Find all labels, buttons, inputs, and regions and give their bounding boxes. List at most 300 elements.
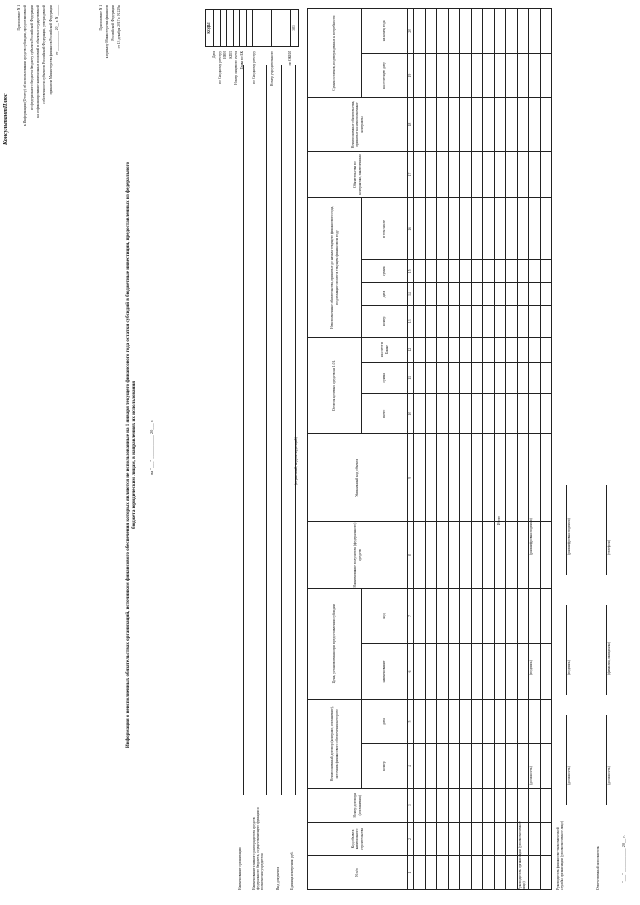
table-cell bbox=[460, 522, 472, 588]
table-cell bbox=[448, 306, 460, 338]
table-cell bbox=[460, 98, 472, 151]
table-cell bbox=[494, 788, 506, 822]
column-number: 3 bbox=[408, 788, 414, 822]
table-cell bbox=[483, 699, 495, 744]
table-cell bbox=[448, 151, 460, 198]
signature-caption: (фамилия, инициалы) bbox=[607, 641, 611, 675]
table-cell bbox=[414, 53, 426, 98]
column-number: 15 bbox=[408, 260, 414, 283]
table-cell bbox=[494, 522, 506, 588]
table-cell bbox=[425, 522, 437, 588]
table-row bbox=[460, 9, 472, 890]
table-cell bbox=[460, 856, 472, 890]
column-number: 1 bbox=[408, 856, 414, 890]
hdr-n: N п/п bbox=[308, 856, 408, 890]
approval-top-line: Приложение N 1 bbox=[17, 5, 21, 31]
table-cell bbox=[483, 856, 495, 890]
table-cell bbox=[540, 337, 552, 362]
table-cell bbox=[414, 362, 426, 394]
table-cell bbox=[448, 283, 460, 306]
table-cell bbox=[425, 856, 437, 890]
approval-top-line: от ___________ 20__ г. N ______ bbox=[54, 5, 59, 56]
table-cell bbox=[494, 644, 506, 699]
hdr-oblig-group: Неисполненные обязательства, принятые до начала текущего финансового года, подлежащие оплате в текущем финансовом году bbox=[308, 198, 362, 337]
main-table bbox=[307, 8, 552, 890]
table-cell bbox=[448, 98, 460, 151]
table-cell bbox=[540, 644, 552, 699]
table-cell bbox=[471, 198, 483, 260]
table-cell bbox=[506, 362, 518, 394]
table-cell bbox=[540, 394, 552, 434]
approval-top-line: приказом Министерства финансов Российской Федерации bbox=[48, 5, 53, 95]
code-uchred bbox=[272, 10, 291, 47]
hdr-c13: номер bbox=[362, 306, 408, 338]
table-cell bbox=[471, 306, 483, 338]
table-cell bbox=[460, 788, 472, 822]
hdr-c16: в том числе bbox=[362, 198, 408, 260]
column-number: 16 bbox=[408, 198, 414, 260]
table-cell bbox=[448, 53, 460, 98]
signature-caption: (должность) bbox=[607, 766, 611, 785]
table-cell bbox=[506, 644, 518, 699]
table-cell bbox=[506, 198, 518, 260]
signature-role: Руководитель организации (уполномоченное лицо) bbox=[518, 821, 527, 890]
table-cell bbox=[494, 856, 506, 890]
table-cell bbox=[494, 283, 506, 306]
table-cell bbox=[517, 394, 529, 434]
table-cell bbox=[517, 434, 529, 522]
table-cell bbox=[437, 98, 449, 151]
hdr-recipient: Наименование получателя (федерального) средств bbox=[308, 522, 408, 588]
column-number: 4 bbox=[408, 744, 414, 789]
table-row bbox=[483, 9, 495, 890]
table-cell bbox=[471, 53, 483, 98]
table-cell bbox=[425, 283, 437, 306]
column-number: 13 bbox=[408, 306, 414, 338]
table-cell bbox=[471, 644, 483, 699]
table-cell bbox=[437, 9, 449, 54]
table-cell bbox=[506, 822, 518, 856]
table-cell bbox=[448, 198, 460, 260]
table-cell bbox=[517, 283, 529, 306]
table-cell bbox=[517, 644, 529, 699]
signature-caption: (подпись) bbox=[567, 660, 571, 675]
table-cell bbox=[483, 9, 495, 54]
column-number: 20 bbox=[408, 9, 414, 54]
table-cell bbox=[494, 822, 506, 856]
table-cell bbox=[494, 306, 506, 338]
hdr-c15: сумма bbox=[362, 260, 408, 283]
approval-second-line: к приказу Министерства финансов bbox=[105, 5, 109, 59]
table-cell bbox=[540, 9, 552, 54]
table-cell bbox=[437, 434, 449, 522]
table-cell bbox=[506, 337, 518, 362]
table-cell bbox=[540, 522, 552, 588]
table-cell bbox=[517, 699, 529, 744]
doc-kind-note: (первичный, корректирующий) bbox=[294, 437, 298, 485]
signature-caption: (телефон) bbox=[607, 539, 611, 555]
table-cell bbox=[540, 434, 552, 522]
approval-top-line: собственности субъектов Российской Федерации, утвержденной bbox=[42, 5, 47, 104]
table-row bbox=[517, 9, 529, 890]
hdr-price-group: Цена, установленная при предоставлении субсидии bbox=[308, 588, 362, 699]
table-cell bbox=[448, 260, 460, 283]
table-cell bbox=[414, 434, 426, 522]
hdr-c6: наименование bbox=[362, 644, 408, 699]
table-cell bbox=[483, 744, 495, 789]
code-label: ИНН bbox=[223, 51, 227, 59]
hdr-rest-group: Остаток целевых средств на 1.01. bbox=[308, 337, 362, 434]
table-cell bbox=[460, 306, 472, 338]
table-cell bbox=[494, 198, 506, 260]
table-cell bbox=[529, 98, 541, 151]
table-cell bbox=[517, 260, 529, 283]
table-cell bbox=[460, 283, 472, 306]
table-cell bbox=[414, 588, 426, 643]
table-cell bbox=[540, 98, 552, 151]
column-number: 5 bbox=[408, 699, 414, 744]
table-cell bbox=[425, 822, 437, 856]
table-cell bbox=[529, 699, 541, 744]
signature-caption: (подпись) bbox=[529, 660, 533, 675]
table-cell bbox=[414, 522, 426, 588]
table-cell bbox=[517, 198, 529, 260]
signature-role: Ответственный исполнитель bbox=[596, 846, 600, 890]
header-field-line bbox=[295, 65, 296, 795]
hdr-c5: дата bbox=[362, 699, 408, 744]
signature-caption: (расшифровка подписи) bbox=[567, 518, 571, 555]
column-number: 19 bbox=[408, 53, 414, 98]
hdr-contract-group: Неисполненный договор (контракт, соглашение), источник финансового обеспечения которого bbox=[308, 699, 362, 788]
table-cell bbox=[494, 588, 506, 643]
table-cell bbox=[483, 822, 495, 856]
signature-caption: (должность) bbox=[567, 766, 571, 785]
report-date-line: на "___" ___________ 20___ г. bbox=[149, 419, 154, 475]
table-cell bbox=[540, 151, 552, 198]
table-cell bbox=[448, 699, 460, 744]
table-cell bbox=[414, 644, 426, 699]
table-cell bbox=[540, 744, 552, 789]
table-cell bbox=[483, 644, 495, 699]
table-cell bbox=[506, 856, 518, 890]
table-cell bbox=[471, 856, 483, 890]
table-cell bbox=[425, 699, 437, 744]
table-cell bbox=[460, 644, 472, 699]
table-row bbox=[494, 9, 506, 890]
hdr-c7: код bbox=[362, 588, 408, 643]
table-cell bbox=[437, 306, 449, 338]
table-cell bbox=[471, 362, 483, 394]
codes-table bbox=[205, 9, 299, 47]
table-cell bbox=[471, 283, 483, 306]
table-cell bbox=[471, 699, 483, 744]
table-cell bbox=[437, 260, 449, 283]
table-cell bbox=[529, 588, 541, 643]
column-number: 11 bbox=[408, 362, 414, 394]
table-cell bbox=[437, 362, 449, 394]
column-number: 7 bbox=[408, 588, 414, 643]
column-number: 17 bbox=[408, 151, 414, 198]
table-cell bbox=[540, 260, 552, 283]
hdr-c18: Неисполненные обязательства, принятые на неисполненные контракты bbox=[308, 98, 408, 151]
table-cell bbox=[494, 53, 506, 98]
table-cell bbox=[425, 788, 437, 822]
header-field-line bbox=[281, 65, 282, 795]
table-cell bbox=[506, 306, 518, 338]
hdr-c12: на счете в Банке bbox=[362, 337, 408, 362]
table-cell bbox=[448, 588, 460, 643]
table-cell bbox=[483, 98, 495, 151]
signature-line bbox=[528, 605, 529, 695]
column-number: 6 bbox=[408, 644, 414, 699]
table-cell bbox=[494, 362, 506, 394]
table-cell bbox=[471, 9, 483, 54]
table-cell bbox=[437, 822, 449, 856]
table-cell bbox=[425, 588, 437, 643]
table-cell bbox=[506, 394, 518, 434]
table-cell bbox=[517, 53, 529, 98]
table-cell bbox=[414, 283, 426, 306]
table-cell bbox=[506, 283, 518, 306]
table-cell bbox=[506, 788, 518, 822]
table-row bbox=[540, 9, 552, 890]
table-cell bbox=[529, 394, 541, 434]
table-row bbox=[414, 9, 426, 890]
header-field-line bbox=[266, 65, 267, 795]
table-row bbox=[529, 9, 541, 890]
table-cell bbox=[517, 788, 529, 822]
hdr-c10: всего bbox=[362, 394, 408, 434]
column-number: 9 bbox=[408, 434, 414, 522]
table-cell bbox=[506, 588, 518, 643]
table-row bbox=[506, 9, 518, 890]
hdr-contract-number: Номер договора (соглашения) bbox=[308, 788, 408, 822]
table-cell bbox=[529, 9, 541, 54]
code-okei: 383 bbox=[291, 10, 299, 47]
table-cell bbox=[471, 98, 483, 151]
header-field-label: Вид документа bbox=[276, 866, 280, 890]
table-cell bbox=[483, 788, 495, 822]
table-cell bbox=[448, 337, 460, 362]
table-cell bbox=[506, 98, 518, 151]
signature-line bbox=[566, 715, 567, 805]
approval-second-line: от 13 декабря 2017 г. N 229н bbox=[117, 5, 121, 49]
table-cell bbox=[460, 434, 472, 522]
table-cell bbox=[448, 434, 460, 522]
table-cell bbox=[483, 151, 495, 198]
table-cell bbox=[483, 198, 495, 260]
table-cell bbox=[460, 362, 472, 394]
table-cell bbox=[471, 822, 483, 856]
column-number: 10 bbox=[408, 394, 414, 434]
table-cell bbox=[471, 744, 483, 789]
table-cell bbox=[471, 434, 483, 522]
table-cell bbox=[460, 822, 472, 856]
table-cell bbox=[437, 337, 449, 362]
table-cell bbox=[529, 306, 541, 338]
table-cell bbox=[483, 434, 495, 522]
table-cell bbox=[483, 394, 495, 434]
table-row bbox=[425, 9, 437, 890]
table-cell bbox=[437, 283, 449, 306]
consultant-stamp: КонсультантПлюс bbox=[3, 93, 9, 145]
table-cell bbox=[517, 151, 529, 198]
signature-caption: (расшифровка подписи) bbox=[529, 518, 533, 555]
signature-line bbox=[606, 485, 607, 575]
signature-role: Руководитель финансово-экономической службы организации (уполномоченное лицо) bbox=[556, 820, 565, 890]
approval-second-line: Приложение N 1 bbox=[99, 5, 103, 31]
hdr-c14: дата bbox=[362, 283, 408, 306]
table-cell bbox=[425, 9, 437, 54]
table-cell bbox=[483, 53, 495, 98]
table-cell bbox=[471, 394, 483, 434]
table-cell bbox=[517, 9, 529, 54]
table-cell bbox=[540, 822, 552, 856]
table-cell bbox=[414, 699, 426, 744]
table-cell bbox=[529, 53, 541, 98]
column-number: 14 bbox=[408, 283, 414, 306]
table-cell bbox=[494, 151, 506, 198]
table-cell bbox=[437, 856, 449, 890]
hdr-unique-code: Уникальный код объекта bbox=[308, 434, 408, 522]
table-cell bbox=[540, 53, 552, 98]
table-cell bbox=[425, 394, 437, 434]
table-cell bbox=[437, 699, 449, 744]
codes-header: КОДЫ bbox=[206, 10, 214, 47]
table-cell bbox=[437, 198, 449, 260]
table-cell bbox=[460, 337, 472, 362]
table-cell bbox=[460, 9, 472, 54]
table-cell bbox=[437, 644, 449, 699]
column-number: 8 bbox=[408, 522, 414, 588]
table-cell bbox=[540, 588, 552, 643]
table-cell bbox=[517, 306, 529, 338]
signature-line bbox=[606, 715, 607, 805]
table-cell bbox=[540, 788, 552, 822]
table-cell bbox=[448, 394, 460, 434]
code-label: Дата bbox=[212, 51, 216, 59]
table-cell bbox=[437, 588, 449, 643]
table-cell bbox=[448, 644, 460, 699]
header-field-label: Наименование организации bbox=[238, 847, 242, 890]
table-cell bbox=[448, 362, 460, 394]
table-cell bbox=[483, 588, 495, 643]
code-label: по Сводному реестру bbox=[217, 51, 222, 84]
table-cell bbox=[517, 588, 529, 643]
table-cell bbox=[425, 337, 437, 362]
table-row bbox=[437, 9, 449, 890]
table-cell bbox=[483, 522, 495, 588]
table-cell bbox=[494, 434, 506, 522]
table-cell bbox=[529, 260, 541, 283]
table-cell bbox=[506, 260, 518, 283]
table-cell bbox=[448, 9, 460, 54]
table-cell bbox=[494, 260, 506, 283]
signature-line bbox=[566, 605, 567, 695]
table-cell bbox=[414, 856, 426, 890]
table-cell bbox=[529, 362, 541, 394]
table-cell bbox=[517, 522, 529, 588]
table-cell bbox=[529, 151, 541, 198]
table-cell bbox=[540, 699, 552, 744]
table-cell bbox=[494, 744, 506, 789]
code-label: по ОКЕИ bbox=[288, 51, 292, 66]
hdr-c11: сумма bbox=[362, 362, 408, 394]
table-cell bbox=[448, 822, 460, 856]
table-cell bbox=[437, 788, 449, 822]
table-cell bbox=[529, 788, 541, 822]
code-label: Глава по БК bbox=[239, 51, 244, 70]
table-cell bbox=[506, 53, 518, 98]
table-cell bbox=[540, 198, 552, 260]
table-cell bbox=[425, 644, 437, 699]
approval-second-line: Российской Федерации bbox=[111, 5, 115, 41]
table-cell bbox=[494, 699, 506, 744]
table-cell bbox=[414, 198, 426, 260]
table-cell bbox=[506, 434, 518, 522]
table-cell bbox=[529, 337, 541, 362]
table-cell bbox=[494, 337, 506, 362]
table-cell bbox=[425, 98, 437, 151]
table-cell bbox=[460, 744, 472, 789]
table-cell bbox=[460, 699, 472, 744]
header-field-line bbox=[243, 65, 244, 795]
table-cell bbox=[425, 434, 437, 522]
table-cell bbox=[414, 788, 426, 822]
table-cell bbox=[437, 151, 449, 198]
table-cell bbox=[425, 260, 437, 283]
code-label: Номер лицевого счета bbox=[234, 51, 238, 85]
table-cell bbox=[414, 9, 426, 54]
table-cell bbox=[437, 53, 449, 98]
hdr-c17: Обязательства по контрактам, заключенным bbox=[308, 151, 408, 198]
table-cell bbox=[471, 151, 483, 198]
table-cell bbox=[460, 260, 472, 283]
table-row bbox=[448, 9, 460, 890]
table-cell bbox=[425, 362, 437, 394]
total-label: Итого bbox=[497, 515, 501, 525]
table-cell bbox=[414, 822, 426, 856]
table-cell bbox=[471, 337, 483, 362]
table-cell bbox=[529, 822, 541, 856]
table-cell bbox=[540, 856, 552, 890]
table-cell bbox=[414, 151, 426, 198]
table-cell bbox=[517, 362, 529, 394]
table-cell bbox=[414, 98, 426, 151]
hdr-need-group: Сумма остатков, подтвержденных к потребности bbox=[308, 9, 362, 98]
table-cell bbox=[425, 744, 437, 789]
table-cell bbox=[471, 788, 483, 822]
approval-top-line: к Информации (Отчету) об использовании средств субсидии, предоставленной bbox=[23, 5, 28, 127]
table-row bbox=[471, 9, 483, 890]
table-cell bbox=[448, 856, 460, 890]
table-cell bbox=[460, 198, 472, 260]
table-cell bbox=[425, 53, 437, 98]
table-cell bbox=[494, 98, 506, 151]
table-cell bbox=[414, 394, 426, 434]
table-cell bbox=[517, 744, 529, 789]
table-cell bbox=[540, 306, 552, 338]
table-cell bbox=[483, 283, 495, 306]
table-cell bbox=[506, 699, 518, 744]
table-cell bbox=[483, 260, 495, 283]
code-label: по Сводному реестру bbox=[252, 51, 256, 84]
table-cell bbox=[506, 9, 518, 54]
table-body bbox=[414, 9, 552, 890]
table-cell bbox=[540, 283, 552, 306]
hdr-c20: на конец года bbox=[362, 9, 408, 54]
header-field-label: Наименование главного распорядителя средств федерального бюджета, осуществляющего функции и полномочия учредителя bbox=[252, 807, 265, 890]
